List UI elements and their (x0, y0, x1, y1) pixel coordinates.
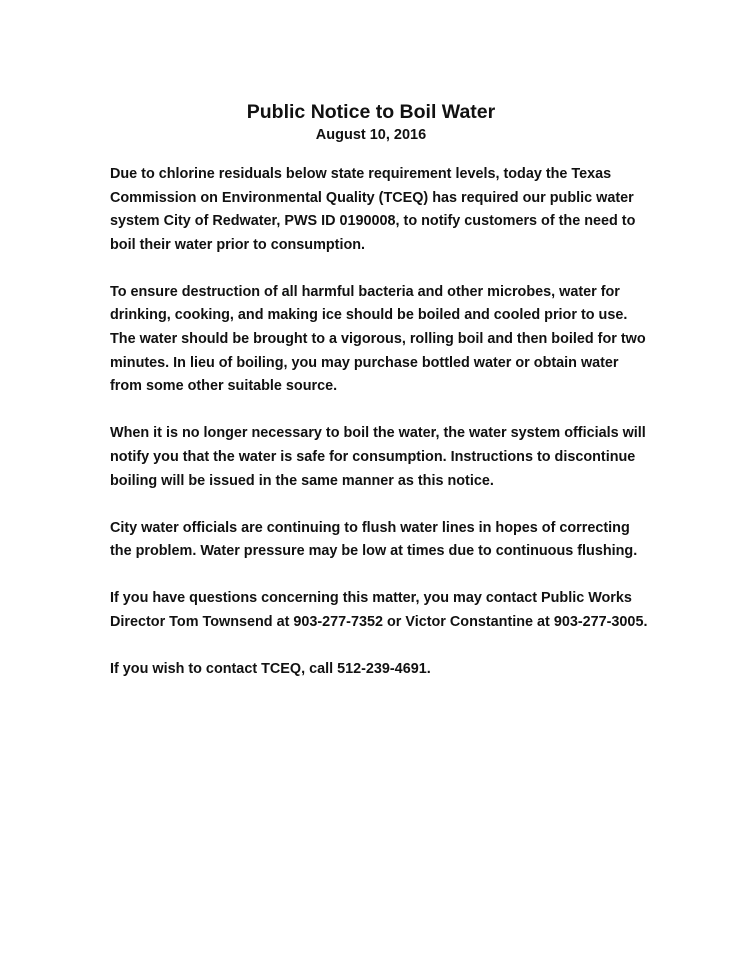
paragraph-chlorine-residuals: Due to chlorine residuals below state requirement levels, today the Texas Commission on Environmental Quality (TCEQ) has required our public water system City of Redwater, PWS ID 0190008, to notify customers of the need to boil their water prior to consumption. (110, 166, 636, 253)
notice-body (110, 163, 650, 705)
paragraph-flushing: City water officials are continuing to flush water lines in hopes of correcting the problem. Water pressure may be low at times due to continuous flushing. (110, 519, 638, 560)
paragraph-notification: When it is no longer necessary to boil the water, the water system officials will notify you that the water is safe for consumption. Instructions to discontinue boiling will be issued in the same manner as this notice. (110, 425, 646, 489)
paragraph-boiling-instructions: To ensure destruction of all harmful bacteria and other microbes, water for drinking, cooking, and making ice should be boiled and cooled prior to use. The water should be brought to a vigorous, rolling boil and then boiled for two minutes. In lieu of boiling, you may purchase bottled water or obtain water from some other suitable source. (110, 283, 646, 395)
paragraph-contacts: If you have questions concerning this matter, you may contact Public Works Director Tom Townsend at 903-277-7352 or Victor Constantine at 903-277-3005. (110, 590, 648, 630)
notice-date: August 10, 2016 (315, 127, 427, 143)
paragraph-tceq-contact: If you wish to contact TCEQ, call 512-239-4691. (110, 661, 431, 677)
notice-title: Public Notice to Boil Water (246, 101, 496, 123)
